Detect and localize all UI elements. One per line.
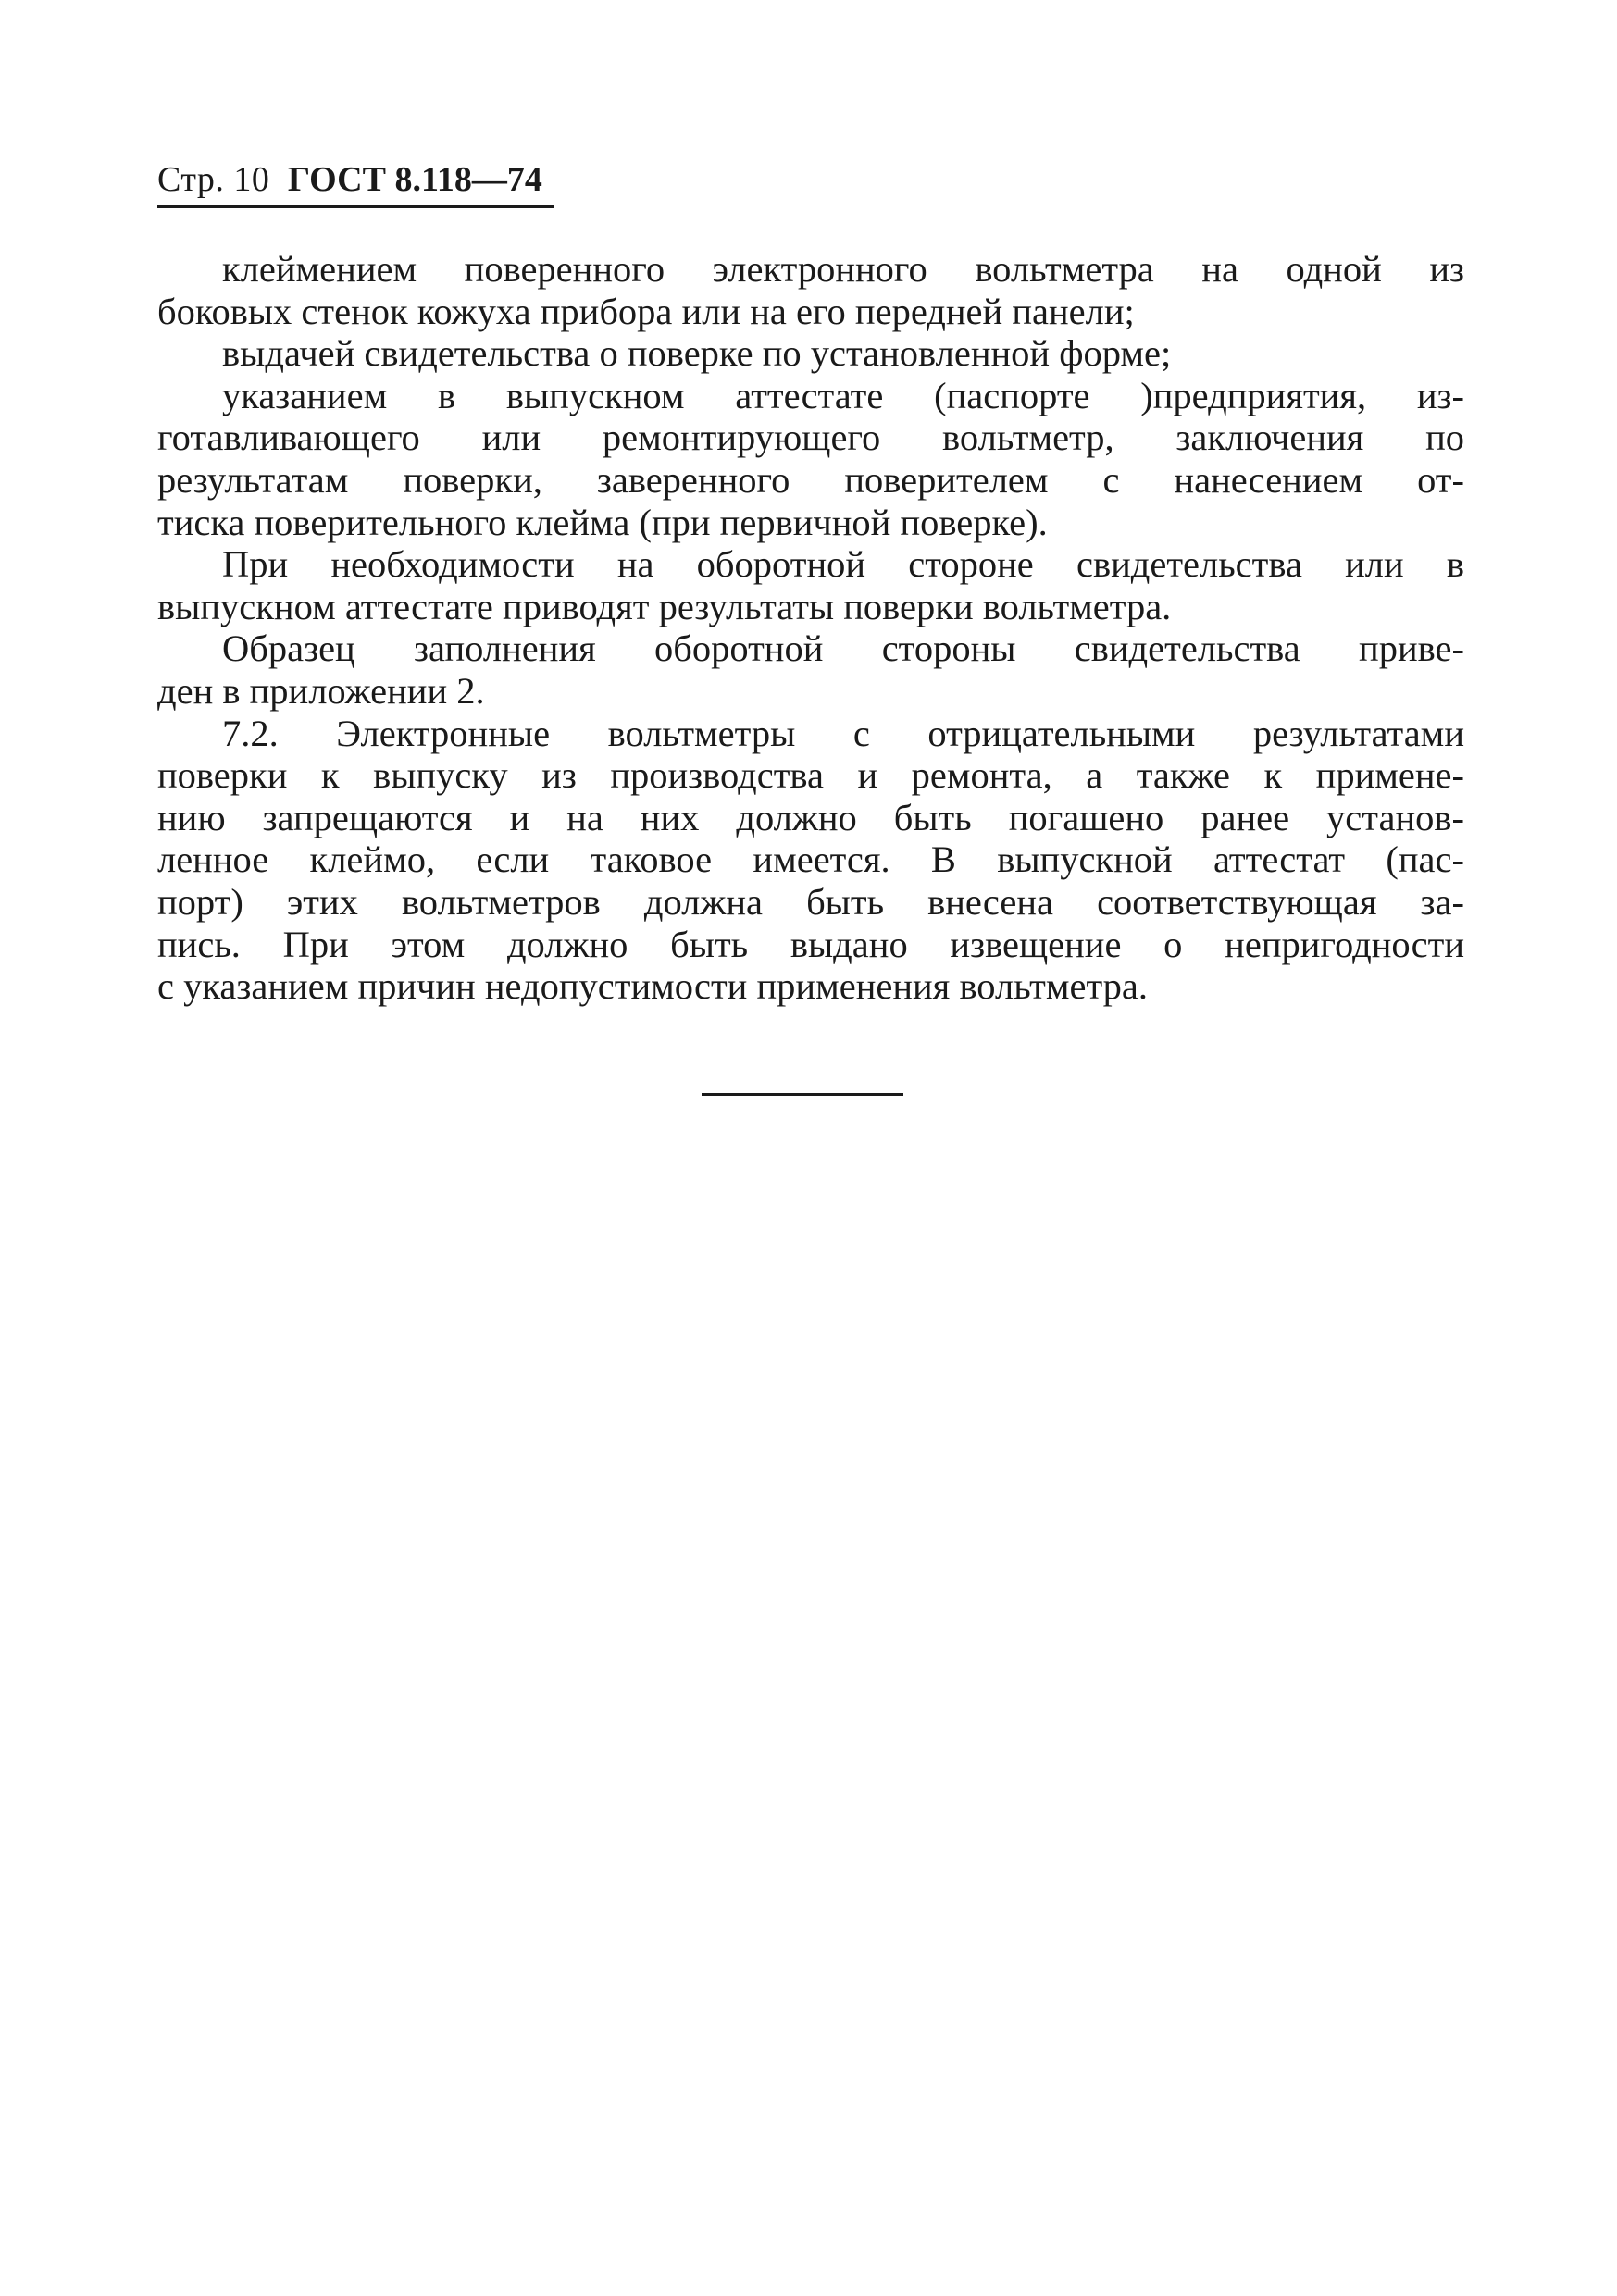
text-line: выдачей свидетельства о поверке по установленной форме; (222, 332, 1172, 375)
text-line: тиска поверительного клейма (при первичной поверке). (157, 501, 1048, 543)
page-number: Стр. 10 (157, 160, 270, 199)
text-line: ден в приложении 2. (157, 669, 485, 712)
text-line: боковых стенок кожуха прибора или на его передней панели; (157, 290, 1135, 332)
text-line: результатам поверки, заверенного поверителем с нанесением от- (157, 458, 1464, 501)
header-rule (157, 205, 554, 208)
text-line: выпускном аттестате приводят результаты поверки вольтметра. (157, 585, 1172, 627)
text-line: указанием в выпускном аттестате (паспорте )предприятия, из- (222, 374, 1464, 416)
text-line: с указанием причин недопустимости применения вольтметра. (157, 965, 1148, 1008)
text-line: клеймением поверенного электронного вольтметра на одной из (222, 248, 1464, 290)
text-line: порт) этих вольтметров должна быть внесена соответствующая за- (157, 880, 1464, 923)
standard-designation: ГОСТ 8.118—74 (287, 160, 542, 199)
text-line: Образец заполнения оборотной стороны свидетельства приве- (222, 627, 1464, 670)
text-line: пись. При этом должно быть выдано извещение о непригодности (157, 923, 1464, 965)
text-line: готавливающего или ремонтирующего вольтметр, заключения по (157, 416, 1464, 459)
text-line: 7.2. Электронные вольтметры с отрицательными результатами (222, 712, 1464, 754)
document-body (157, 248, 1464, 1008)
text-line: поверки к выпуску из производства и ремонта, а также к примене- (157, 754, 1464, 797)
end-of-text-rule (702, 1093, 903, 1096)
page-header (157, 157, 542, 202)
text-line: ленное клеймо, если таковое имеется. В выпускной аттестат (пас- (157, 838, 1464, 881)
text-line: нию запрещаются и на них должно быть погашено ранее установ- (157, 796, 1464, 838)
text-line: При необходимости на оборотной стороне свидетельства или в (222, 543, 1464, 586)
